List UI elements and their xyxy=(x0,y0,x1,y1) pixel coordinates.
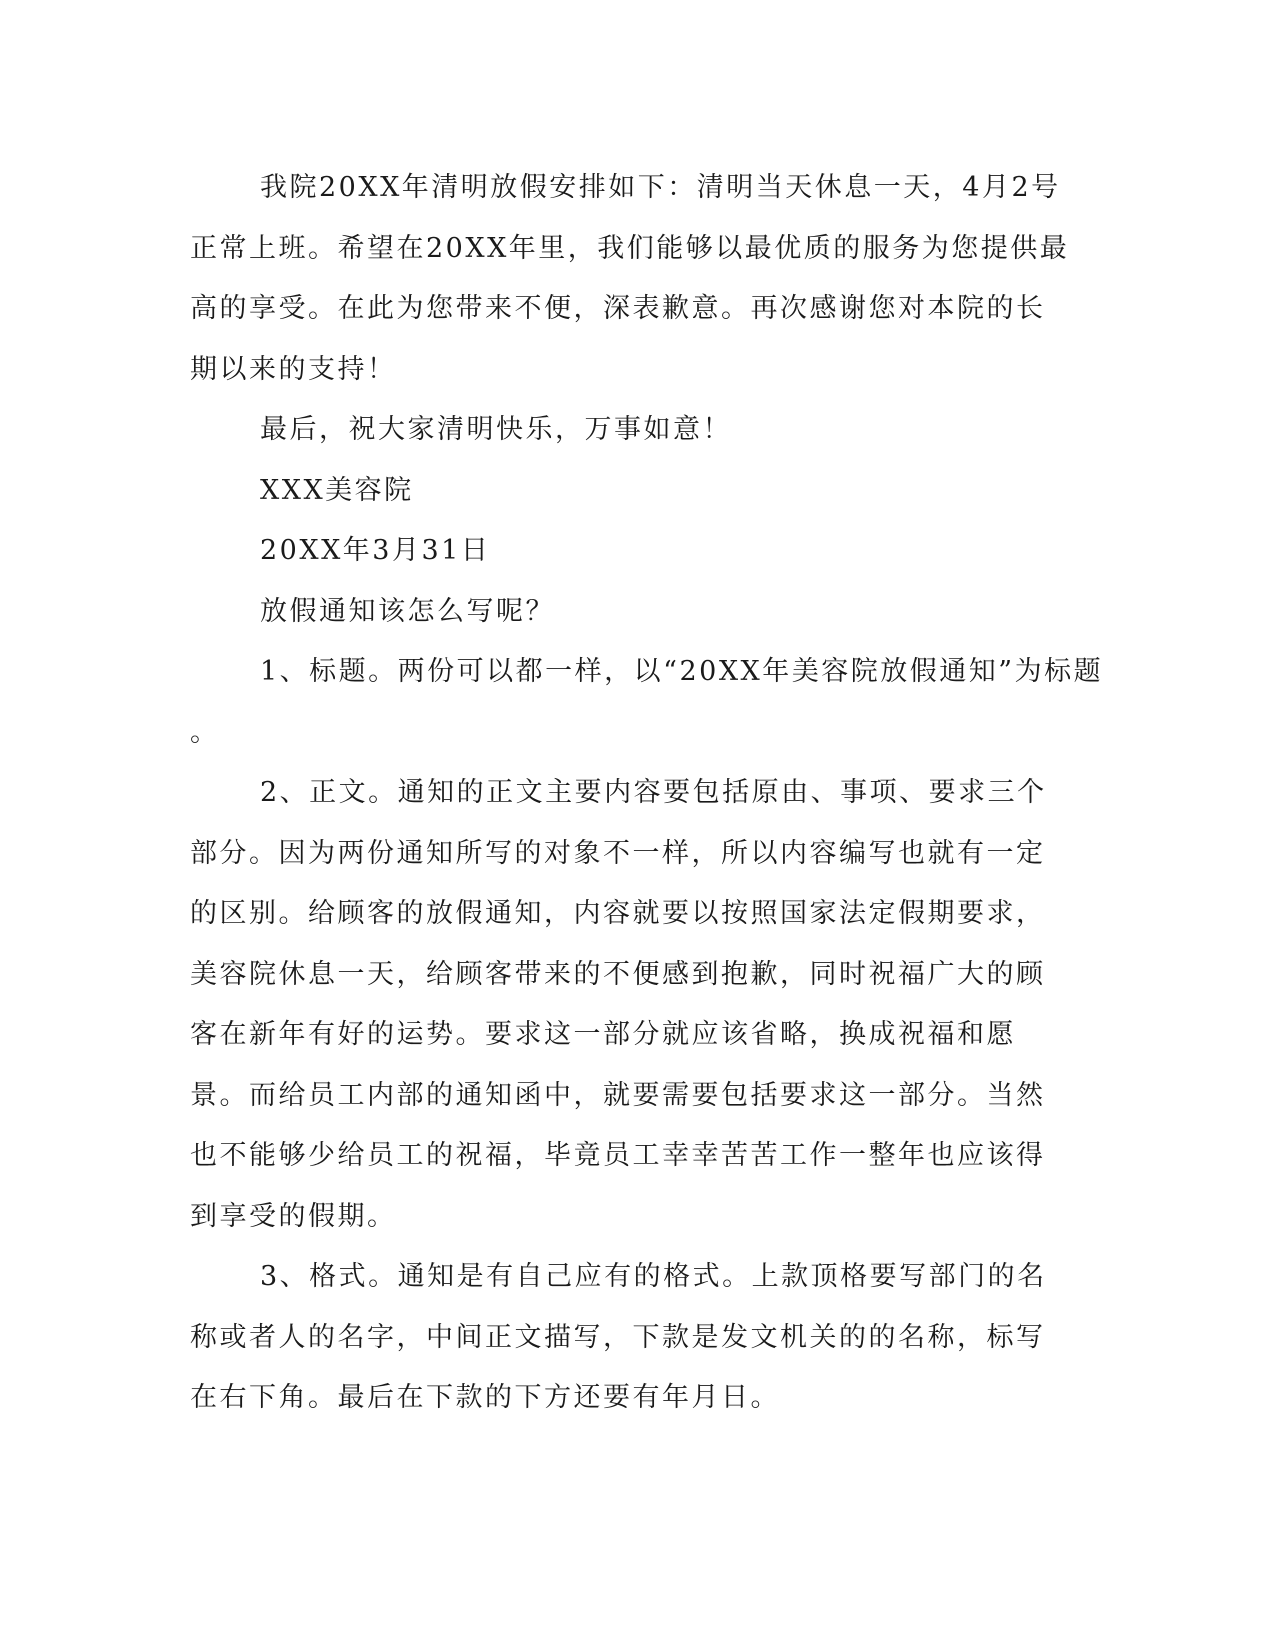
notice-paragraph: 我院20XX年清明放假安排如下：清明当天休息一天，4月2号正常上班。希望在20XX年里，我们能够以最优质的服务为您提供最高的享受。在此为您带来不便，深表歉意。再次感谢您对本院的长期以来的支持！ xyxy=(190,172,1070,385)
item-title-tail: 。 xyxy=(190,716,220,748)
closing-wishes: 最后，祝大家清明快乐，万事如意！ xyxy=(260,414,732,445)
signature: XXX美容院 xyxy=(260,474,414,506)
item-body: 2、正文。通知的正文主要内容要包括原由、事项、要求三个部分。因为两份通知所写的对象不一样，所以内容编写也就有一定的区别。给顾客的放假通知，内容就要以按照国家法定假期要求，美容院休息一天，给顾客带来的不便感到抱歉，同时祝福广大的顾客在新年有好的运势。要求这一部分就应该省略，换成祝福和愿景。而给员工内部的通知函中，就要需要包括要求这一部分。当然也不能够少给员工的祝福，毕竟员工幸幸苦苦工作一整年也应该得到享受的假期。 xyxy=(190,777,1047,1232)
question-heading: 放假通知该怎么写呢？ xyxy=(260,595,555,627)
notice-date: 20XX年3月31日 xyxy=(260,535,491,566)
item-format: 3、格式。通知是有自己应有的格式。上款顶格要写部门的名称或者人的名字，中间正文描写，下款是发文机关的的名称，标写在右下角。最后在下款的下方还要有年月日。 xyxy=(190,1261,1047,1413)
document-body xyxy=(190,158,1104,1429)
item-title: 1、标题。两份可以都一样，以“20XX年美容院放假通知”为标题 xyxy=(260,656,1104,687)
